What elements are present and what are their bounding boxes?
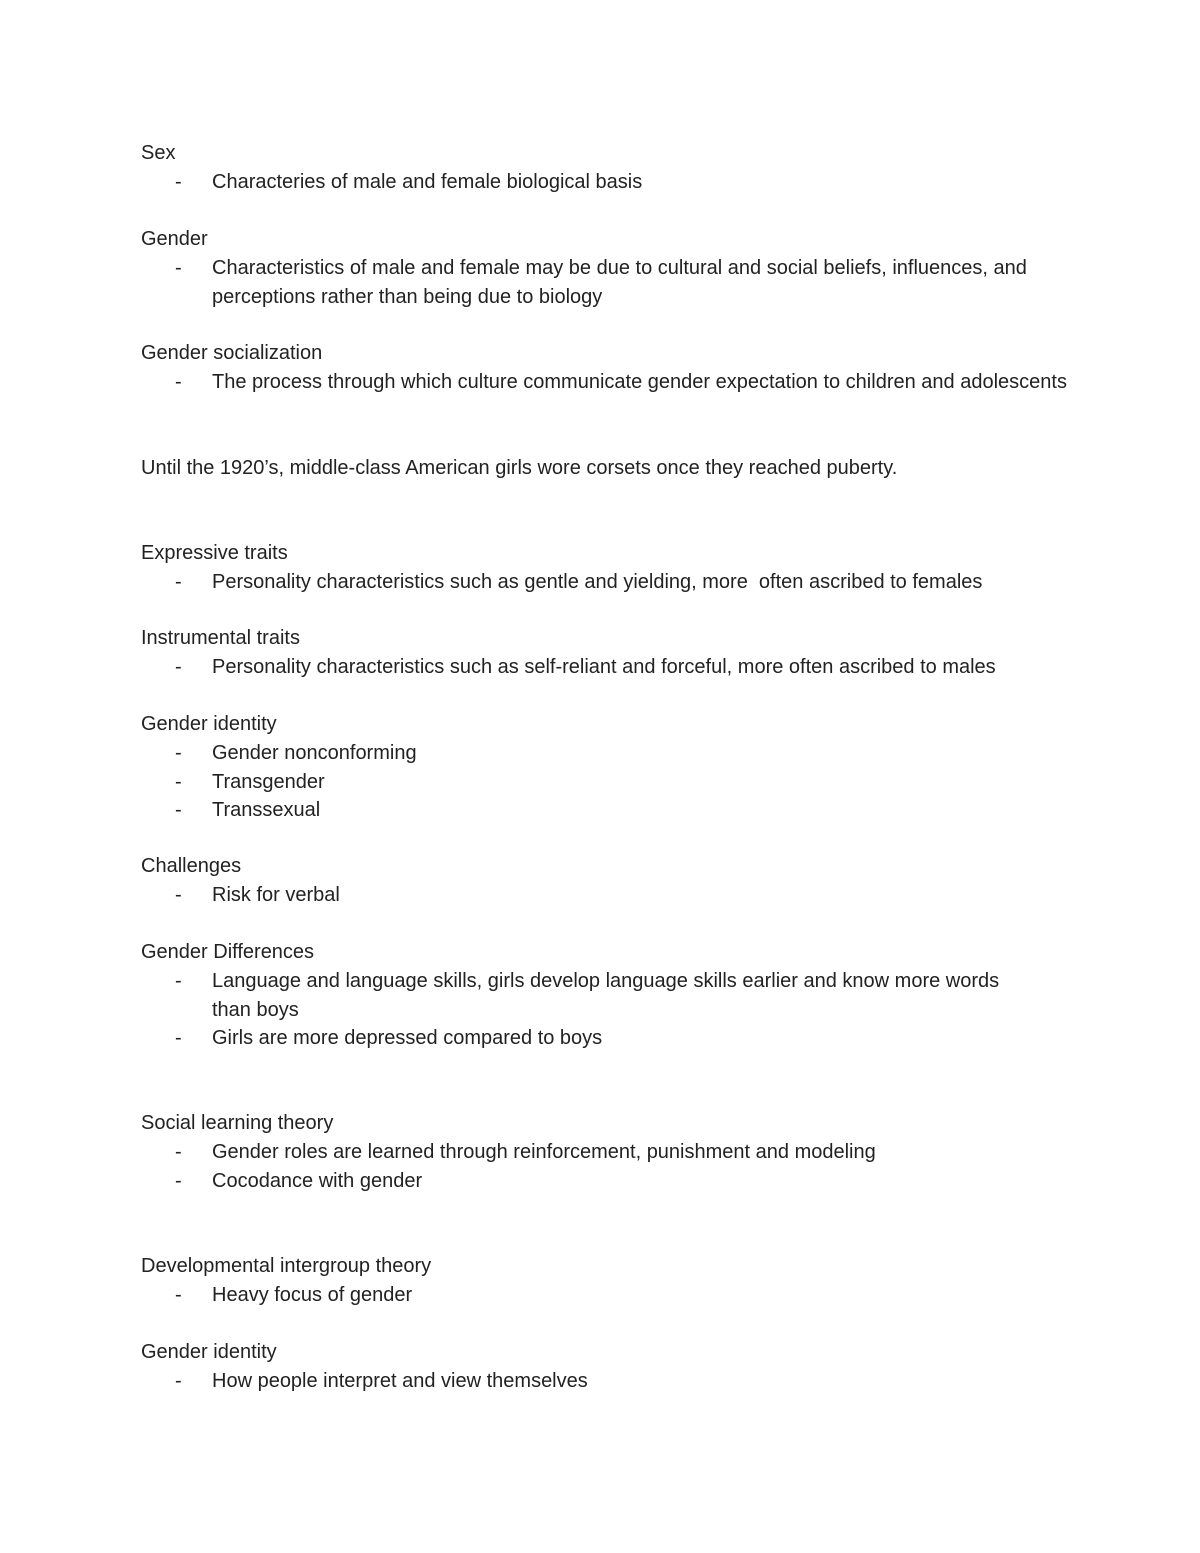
- section-gender: [141, 225, 1071, 311]
- list-item: [141, 768, 1071, 797]
- bullet-dash: -: [175, 656, 182, 678]
- section-heading: Instrumental traits: [141, 627, 300, 649]
- section-heading: Social learning theory: [141, 1112, 334, 1134]
- bullet-dash: -: [175, 742, 182, 764]
- bullet-dash: -: [175, 1284, 182, 1306]
- bullet-dash: -: [175, 1169, 182, 1192]
- list-item: [141, 168, 1071, 197]
- section-heading: Gender: [141, 228, 208, 250]
- bullet-dash: -: [175, 1370, 182, 1392]
- bullet-dash: -: [175, 970, 182, 992]
- list-item: [141, 881, 1071, 910]
- bullet-dash: -: [175, 371, 182, 393]
- list-item-text: Risk for verbal: [212, 884, 340, 906]
- section-gender-socialization: [141, 339, 1071, 397]
- section-developmental-intergroup-theory: [141, 1252, 1071, 1310]
- list-item-text: Gender roles are learned through reinforcement, punishment and modeling: [212, 1141, 876, 1163]
- section-expressive-traits: [141, 539, 1071, 597]
- section-sex: [141, 139, 1071, 197]
- list-item: [141, 653, 1071, 682]
- list-item-text: The process through which culture communicate gender expectation to children and adolescents: [212, 371, 1067, 393]
- bullet-dash: -: [175, 1141, 182, 1163]
- section-heading: Gender identity: [141, 1341, 277, 1363]
- bullet-dash: -: [175, 884, 182, 906]
- list-item: [141, 1281, 1071, 1310]
- section-instrumental-traits: [141, 624, 1071, 682]
- list-item: [141, 739, 1071, 768]
- bullet-dash: -: [175, 799, 182, 821]
- bullet-dash: -: [175, 1027, 182, 1049]
- list-item-text: Girls are more depressed compared to boys: [212, 1027, 603, 1049]
- bullet-dash: -: [175, 171, 182, 193]
- list-item-text: Personality characteristics such as self-reliant and forceful, more often ascribed to males: [212, 656, 996, 678]
- list-item-text: Transsexual: [212, 799, 321, 821]
- section-corsets-note: [141, 454, 1071, 483]
- list-item: [141, 1024, 1071, 1053]
- section-heading: Gender socialization: [141, 342, 323, 364]
- list-item: [141, 368, 1071, 397]
- list-item: [141, 796, 1071, 825]
- bullet-dash: -: [175, 770, 182, 793]
- bullet-dash: -: [175, 257, 182, 279]
- note-paragraph: Until the 1920’s, middle-class American girls wore corsets once they reached puberty.: [141, 457, 898, 479]
- section-social-learning-theory: [141, 1109, 1071, 1195]
- list-item-text: How people interpret and view themselves: [212, 1370, 588, 1392]
- list-item: [141, 568, 1071, 597]
- list-item: [141, 1167, 1071, 1196]
- list-item-text: Language and language skills, girls develop language skills earlier and know more words than boys: [212, 970, 1000, 1021]
- section-heading: Gender identity: [141, 713, 277, 735]
- list-item-text: Characteristics of male and female may be due to cultural and social beliefs, influences, and perceptions rather than being due to biology: [212, 257, 1027, 308]
- section-gender-differences: [141, 938, 1071, 1053]
- list-item: [141, 967, 1071, 1024]
- bullet-dash: -: [175, 571, 182, 593]
- list-item-text: Characteries of male and female biological basis: [212, 171, 643, 193]
- section-gender-identity: [141, 710, 1071, 825]
- section-heading: Gender Differences: [141, 941, 315, 963]
- section-heading: Challenges: [141, 855, 242, 877]
- section-heading: Developmental intergroup theory: [141, 1255, 432, 1277]
- section-challenges: [141, 852, 1071, 910]
- section-heading: Expressive traits: [141, 542, 288, 564]
- list-item-text: Gender nonconforming: [212, 742, 417, 764]
- section-heading: Sex: [141, 142, 176, 164]
- section-gender-identity-2: [141, 1338, 1071, 1396]
- list-item-text: Transgender: [212, 770, 325, 793]
- list-item: [141, 1367, 1071, 1396]
- list-item: [141, 254, 1071, 311]
- list-item-text: Heavy focus of gender: [212, 1284, 413, 1306]
- list-item-text: Cocodance with gender: [212, 1169, 423, 1192]
- list-item-text: Personality characteristics such as gentle and yielding, more often ascribed to females: [212, 571, 983, 593]
- list-item: [141, 1138, 1071, 1167]
